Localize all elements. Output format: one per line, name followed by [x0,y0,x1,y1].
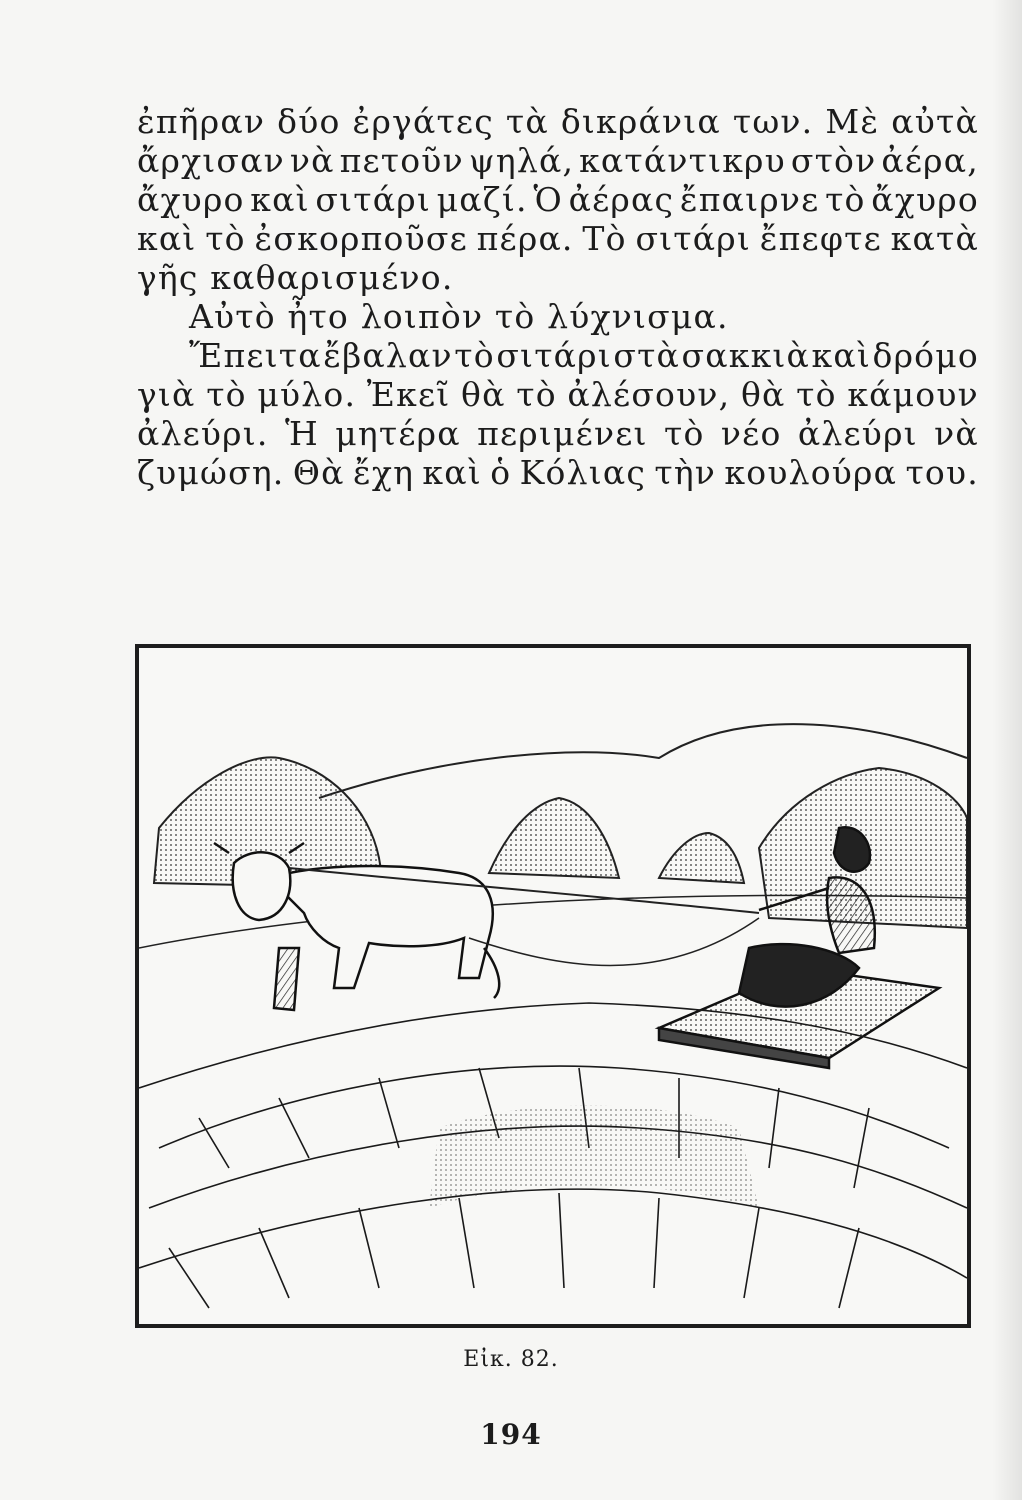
word: τὸ [825,180,866,219]
word: ἀέρας [568,180,675,219]
word: Τὸ [582,219,627,258]
word: ἀέρα, [881,141,979,180]
text-line-8 [137,375,979,414]
word: δρόμο [872,336,979,375]
word: νὰ [934,414,979,453]
word: τὸ [206,375,247,414]
word: μαζί. [436,180,528,219]
word: ζυμώση. [137,453,285,492]
word: ἄχυρο [871,180,979,219]
word: κατὰ [890,219,979,258]
word: ἄχυρο [137,180,245,219]
word: ἀλεύρι. [137,414,269,453]
word: νὰ [289,141,335,180]
text-line-10 [137,453,979,492]
word: καὶ [422,453,482,492]
text-line-9 [137,414,979,453]
word: περιμένει [477,414,648,453]
word: κουλούρα [724,453,898,492]
word: κάμουν [847,375,979,414]
word: τὸ [205,219,246,258]
word: τὸ [664,414,705,453]
word: ἀλεύρι [797,414,918,453]
text-line-3 [137,180,979,219]
word: σιτάρι [496,336,612,375]
word: Ἔπειτα [189,336,322,375]
word: ἔπαιρνε [679,180,820,219]
figure-caption: Εἰκ. 82. [463,1347,559,1372]
text-line-4 [137,219,979,258]
word: των. [732,102,814,141]
word: ἐργάτες [352,102,494,141]
word: πετοῦν [339,141,464,180]
word: Ἐκεῖ [366,375,451,414]
word: στὸν [790,141,877,180]
word: δύο [277,102,341,141]
word: σιτάρι [315,180,431,219]
page-number: 194 [480,1418,542,1451]
text-line-7 [137,336,979,375]
word: κατάντικρυ [579,141,786,180]
word: σιτάρι [635,219,751,258]
word: θὰ [740,375,786,414]
word: Θὰ [292,453,345,492]
word: καὶ [811,336,871,375]
word: μητέρα [335,414,461,453]
word: Μὲ [825,102,880,141]
word: ἔβαλαν [323,336,453,375]
word: τὸ [796,375,837,414]
word: ὁ [490,453,512,492]
body-text [137,102,979,492]
word: τὸ [454,336,495,375]
word: του. [905,453,979,492]
page-edge-shadow [992,0,1022,1500]
word: πέρα. [476,219,574,258]
word: Κόλιας [519,453,646,492]
word: δικράνια [560,102,721,141]
word: Ὁ [533,180,563,219]
word: στὰ [613,336,681,375]
word: θὰ [461,375,506,414]
word: ἔπεφτε [759,219,882,258]
word: τὰ [505,102,549,141]
word: ἄρχισαν [137,141,285,180]
word: καὶ [137,219,197,258]
word: αὐτὰ [891,102,979,141]
word: σακκιὰ [681,336,811,375]
figure-illustration [135,644,971,1328]
word: γιὰ [137,375,196,414]
word: ἐπῆραν [137,102,266,141]
word: μύλο. [257,375,357,414]
word: ἐσκορποῦσε [254,219,468,258]
text-line-1 [137,102,979,141]
text-line-6: Αὐτὸ ἦτο λοιπὸν τὸ λύχνισμα. [189,297,729,336]
text-line-5: γῆς καθαρισμένο. [137,258,454,297]
word: ψηλά, [468,141,575,180]
word: ἔχη [352,453,415,492]
word: τὸ [516,375,557,414]
text-line-2 [137,141,979,180]
word: ἀλέσουν, [567,375,731,414]
word: τὴν [654,453,717,492]
word: νέο [720,414,782,453]
word: καὶ [250,180,310,219]
word: Ἡ [284,414,319,453]
